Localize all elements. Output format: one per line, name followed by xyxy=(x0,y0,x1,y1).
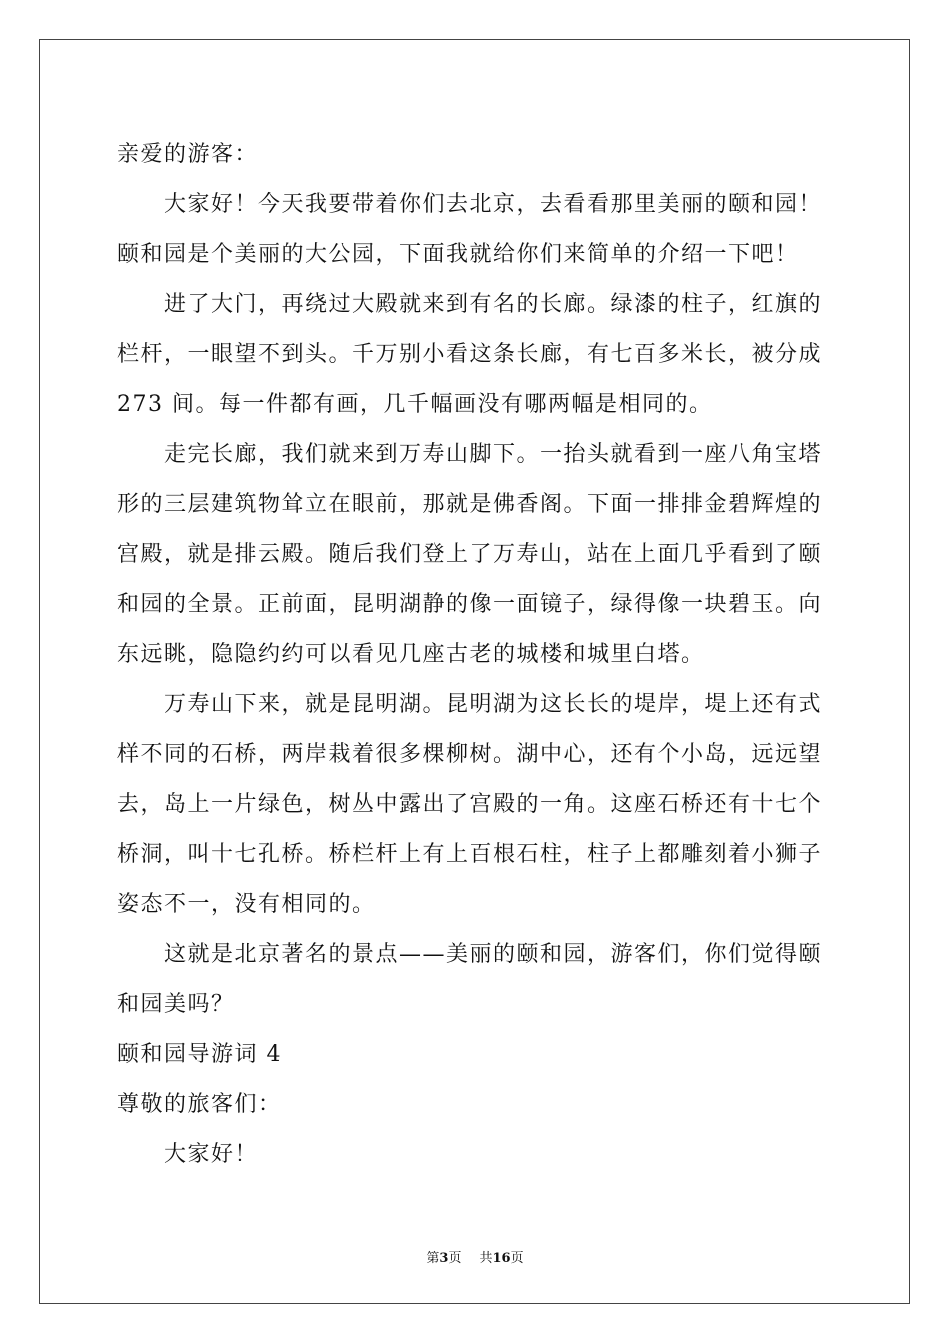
salutation-line: 亲爱的游客： xyxy=(117,142,259,167)
salutation-line: 尊敬的旅客们： xyxy=(117,1092,282,1117)
page-prefix: 第 xyxy=(426,1251,440,1266)
paragraph-line: 万寿山下来，就是昆明湖。昆明湖为这长长的堤岸，堤上还有式 xyxy=(164,692,823,717)
section-title: 颐和园导游词 4 xyxy=(117,1042,282,1067)
paragraph-line: 和园的全景。正前面，昆明湖静的像一面镜子，绿得像一块碧玉。向 xyxy=(117,592,823,617)
total-suffix: 页 xyxy=(510,1251,524,1266)
paragraph-line: 273 间。每一件都有画，几千幅画没有哪两幅是相同的。 xyxy=(117,392,713,417)
greeting-line: 大家好！ xyxy=(164,1142,259,1167)
paragraph-line: 东远眺，隐隐约约可以看见几座古老的城楼和城里白塔。 xyxy=(117,642,705,667)
paragraph-line: 桥洞，叫十七孔桥。桥栏杆上有上百根石柱，柱子上都雕刻着小狮子 xyxy=(117,842,823,867)
paragraph-line: 进了大门，再绕过大殿就来到有名的长廊。绿漆的柱子，红旗的 xyxy=(164,292,823,317)
document-body xyxy=(117,130,837,1180)
paragraph-line: 这就是北京著名的景点——美丽的颐和园，游客们，你们觉得颐 xyxy=(164,942,823,967)
paragraph-line: 去，岛上一片绿色，树丛中露出了宫殿的一角。这座石桥还有十七个 xyxy=(117,792,823,817)
paragraph-line: 和园美吗？ xyxy=(117,992,235,1017)
page-number: 3 xyxy=(439,1251,449,1266)
total-pages: 16 xyxy=(492,1251,511,1266)
paragraph-line: 颐和园是个美丽的大公园，下面我就给你们来简单的介绍一下吧！ xyxy=(117,242,799,267)
paragraph-line: 姿态不一，没有相同的。 xyxy=(117,892,376,917)
paragraph-line: 走完长廊，我们就来到万寿山脚下。一抬头就看到一座八角宝塔 xyxy=(164,442,823,467)
paragraph-line: 样不同的石桥，两岸栽着很多棵柳树。湖中心，还有个小岛，远远望 xyxy=(117,742,823,767)
total-prefix: 共 xyxy=(479,1251,493,1266)
paragraph-line: 形的三层建筑物耸立在眼前，那就是佛香阁。下面一排排金碧辉煌的 xyxy=(117,492,823,517)
paragraph-line: 大家好！今天我要带着你们去北京，去看看那里美丽的颐和园！ xyxy=(164,192,823,217)
page-footer xyxy=(0,1247,950,1266)
paragraph-line: 栏杆，一眼望不到头。千万别小看这条长廊，有七百多米长，被分成 xyxy=(117,342,823,367)
page-suffix: 页 xyxy=(448,1251,462,1266)
paragraph-line: 宫殿，就是排云殿。随后我们登上了万寿山，站在上面几乎看到了颐 xyxy=(117,542,823,567)
